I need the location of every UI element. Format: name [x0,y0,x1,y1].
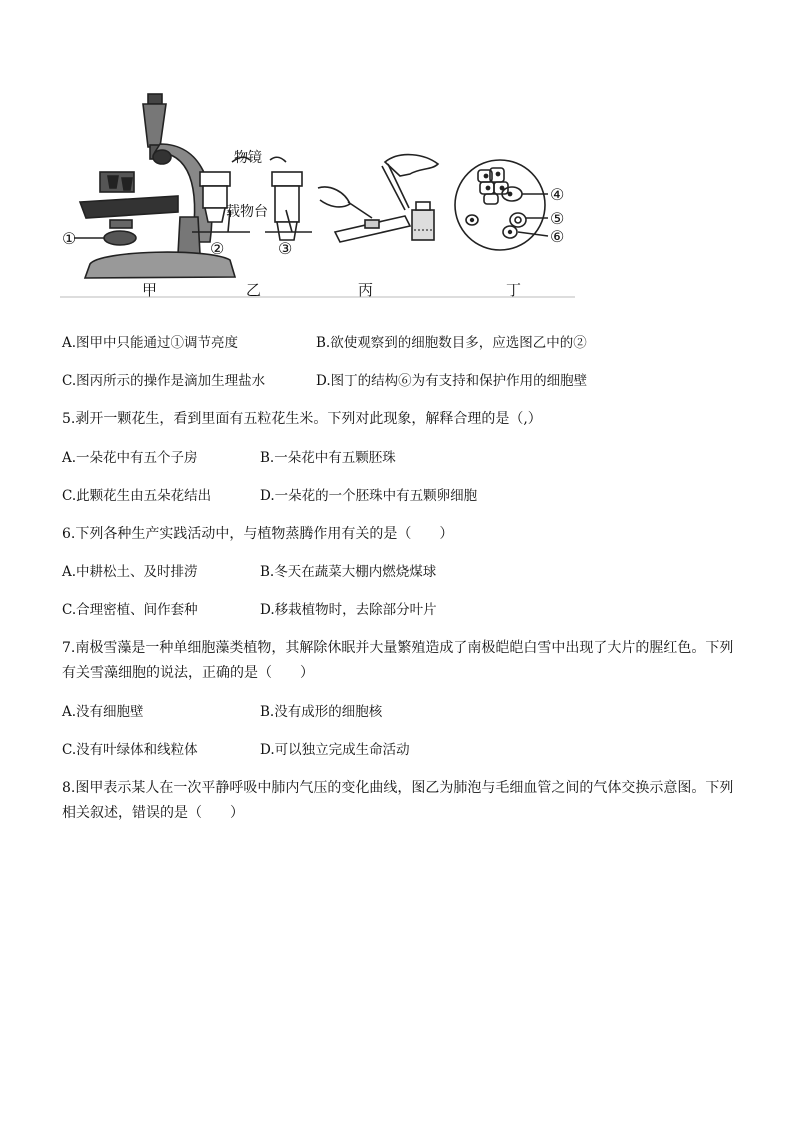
q4-option-d: D.图丁的结构⑥为有支持和保护作用的细胞壁 [316,373,588,389]
label-bing: 丙 [358,281,374,299]
q5-option-a: A.一朵花中有五个子房 [62,450,198,466]
label-3: ③ [278,239,293,258]
q6-option-c: C.合理密植、间作套种 [62,602,198,618]
q4-option-a: A.图甲中只能通过①调节亮度 [62,335,239,351]
q5-stem: 5.剥开一颗花生，看到里面有五粒花生米。下列对此现象，解释合理的是（,） [62,411,542,427]
q8-stem: 8.图甲表示某人在一次平静呼吸中肺内气压的变化曲线，图乙为肺泡与毛细血管之间的气体交换示意图。下列相关叙述，错误的是（ ） [62,780,734,821]
label-5: ⑤ [550,209,565,228]
label-zaiwutai: 载物台 [226,204,268,220]
slide-prep-drawing [318,155,438,242]
cell-view-drawing [455,160,548,250]
label-6: ⑥ [550,227,565,246]
q7-option-b: B.没有成形的细胞核 [260,704,383,720]
label-jia: 甲 [142,281,158,299]
q4-option-b: B.欲使观察到的细胞数目多，应选图乙中的② [316,335,587,351]
q7-option-d: D.可以独立完成生命活动 [260,742,410,758]
q6-option-d: D.移栽植物时，去除部分叶片 [260,602,437,618]
q5-option-d: D.一朵花的一个胚珠中有五颗卵细胞 [260,488,478,504]
label-wujing: 物镜 [234,150,262,166]
q7-option-c: C.没有叶绿体和线粒体 [62,742,198,758]
figure-drawing [60,92,580,307]
q5-option-b: B.一朵花中有五颗胚珠 [260,450,396,466]
label-4: ④ [550,185,565,204]
label-2: ② [210,239,225,258]
label-ding: 丁 [506,281,522,299]
experiment-figure [60,92,580,307]
label-1: ① [62,229,77,248]
q6-option-b: B.冬天在蔬菜大棚内燃烧煤球 [260,564,437,580]
q7-stem: 7.南极雪藻是一种单细胞藻类植物，其解除休眠并大量繁殖造成了南极皑皑白雪中出现了大片的腥红色。下列有关雪藻细胞的说法，正确的是（ ） [62,640,734,681]
q4-option-c: C.图丙所示的操作是滴加生理盐水 [62,373,266,389]
q7-option-a: A.没有细胞壁 [62,704,144,720]
q6-option-a: A.中耕松土、及时排涝 [62,564,198,580]
label-yi: 乙 [246,281,262,299]
q5-option-c: C.此颗花生由五朵花结出 [62,488,212,504]
q6-stem: 6.下列各种生产实践活动中，与植物蒸腾作用有关的是（ ） [62,526,454,542]
